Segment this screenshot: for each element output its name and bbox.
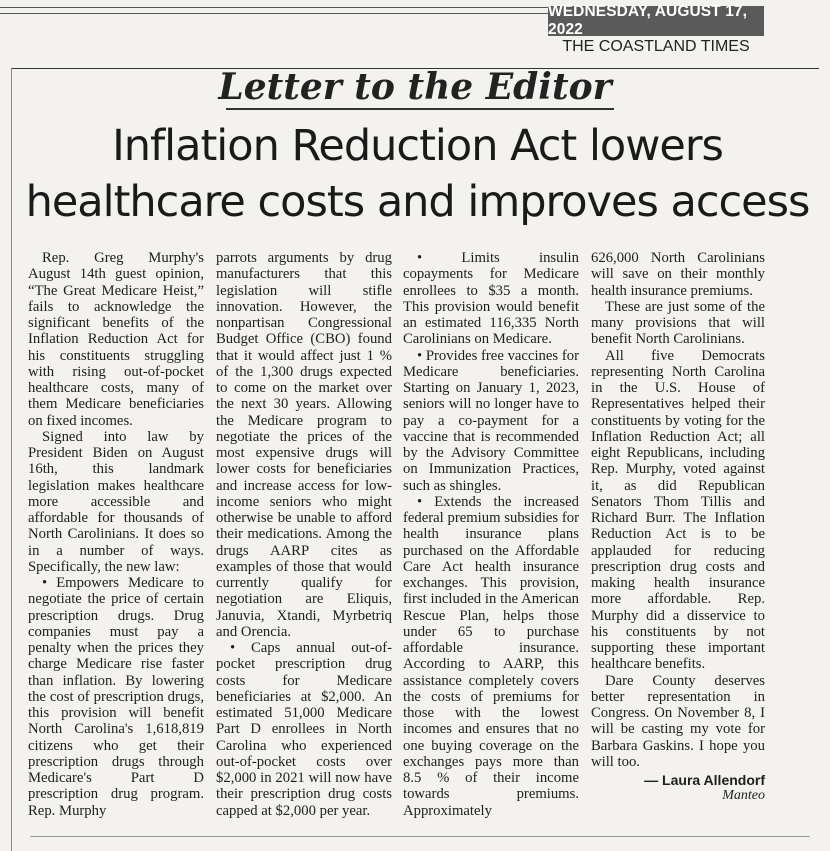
top-double-rule-lower [0, 13, 548, 14]
article-column-3 [403, 250, 579, 819]
top-double-rule [0, 7, 548, 8]
author-location: Manteo [722, 788, 765, 804]
paragraph: • Empowers Medicare to negotiate the price of certain prescription drugs. Drug companies must pay a penalty when the prices they charge Medicare rise faster than inflation. By lowering the cost of prescription drugs, this provision will benefit North Carolina's 1,618,819 citizens who get their prescription drugs through Medicare's Part D prescription drug program. Rep. Murphy [28, 575, 204, 819]
article-column-2 [216, 250, 392, 819]
newspaper-name: THE COASTLAND TIMES [562, 38, 750, 55]
paragraph: parrots arguments by drug manufacturers that this legislation will stifle innovation. However, the nonpartisan Congressional Budget Office (CBO) found that it would affect just 1 % of the 1,300 drugs expected to come on the market over the next 30 years. Allowing the Medicare program to negotiate the prices of the most expensive drugs will lower costs for beneficiaries and increase access for low-income seniors who might otherwise be unable to afford their medications. Among the drugs AARP cites as examples of those that would currently qualify for negotiation are Eliquis, Januvia, Xtandi, Myrbetriq and Orencia. [216, 250, 392, 640]
kicker-underline [226, 108, 614, 110]
issue-date-banner: WEDNESDAY, AUGUST 17, 2022 [548, 6, 764, 36]
paragraph: • Caps annual out-of-pocket prescription drug costs for Medicare beneficiaries at $2,000. An estimated 51,000 Medicare Part D enrollees in North Carolina who experienced out-of-pocket costs over $2,000 in 2021 will now have their prescription drug costs capped at $2,000 per year. [216, 640, 392, 819]
article-column-4 [591, 250, 765, 805]
article-column-1 [28, 250, 204, 819]
bottom-rule [30, 836, 810, 837]
paragraph: • Limits insulin copayments for Medicare enrollees to $35 a month. This provision would benefit an estimated 116,335 North Carolinians on Medicare. [403, 250, 579, 348]
author-signature: — Laura Allendorf [644, 772, 765, 788]
paragraph: These are just some of the many provisions that will benefit North Carolinians. [591, 298, 765, 348]
headline-line-1: Inflation Reduction Act lowers [112, 121, 723, 171]
article-headline [20, 118, 815, 230]
headline-line-2: healthcare costs and improves access [25, 177, 810, 227]
section-kicker: Letter to the Editor [218, 66, 612, 108]
paragraph: • Extends the increased federal premium subsidies for health insurance plans purchased on the Affordable Care Act health insurance exchanges. This provision, first included in the American Rescue Plan, helps those under 65 to purchase affordable insurance. According to AARP, this assistance completely covers the costs of premiums for those with the lowest incomes and ensures that no one buying coverage on the exchanges pays more than 8.5 % of their income towards premiums. Approximately [403, 493, 579, 819]
paragraph: Rep. Greg Murphy's August 14th guest opinion, “The Great Medicare Heist,” fails to acknowledge the significant benefits of the Inflation Reduction Act for his constituents struggling with rising out-of-pocket healthcare costs, many of them Medicare beneficiaries on fixed incomes. [28, 250, 204, 429]
paragraph: • Provides free vaccines for Medicare beneficiaries. Starting on January 1, 2023, seniors will no longer have to pay a co-payment for a vaccine that is recommended by the Advisory Committee on Immunization Practices, such as shingles. [403, 347, 579, 494]
paragraph: 626,000 North Carolinians will save on their monthly health insurance premiums. [591, 250, 765, 299]
paragraph: Signed into law by President Biden on August 16th, this landmark legislation makes healthcare more accessible and affordable for thousands of North Carolinians. It does so in a number of ways. Specifically, the new law: [28, 428, 204, 575]
paragraph: All five Democrats representing North Carolina in the U.S. House of Representatives helped their constituents by voting for the Inflation Reduction Act; all eight Republicans, including Rep. Murphy, voted against it, as did Republican Senators Thom Tillis and Richard Burr. The Inflation Reduction Act is to be applauded for reducing prescription drug costs and making health insurance more affordable. Rep. Murphy did a disservice to his constituents by not supporting these important healthcare benefits. [591, 347, 765, 673]
paragraph: Dare County deserves better representation in Congress. On November 8, I will be casting my vote for Barbara Gaskins. I hope you will too. [591, 672, 765, 770]
left-column-rule [11, 68, 12, 851]
